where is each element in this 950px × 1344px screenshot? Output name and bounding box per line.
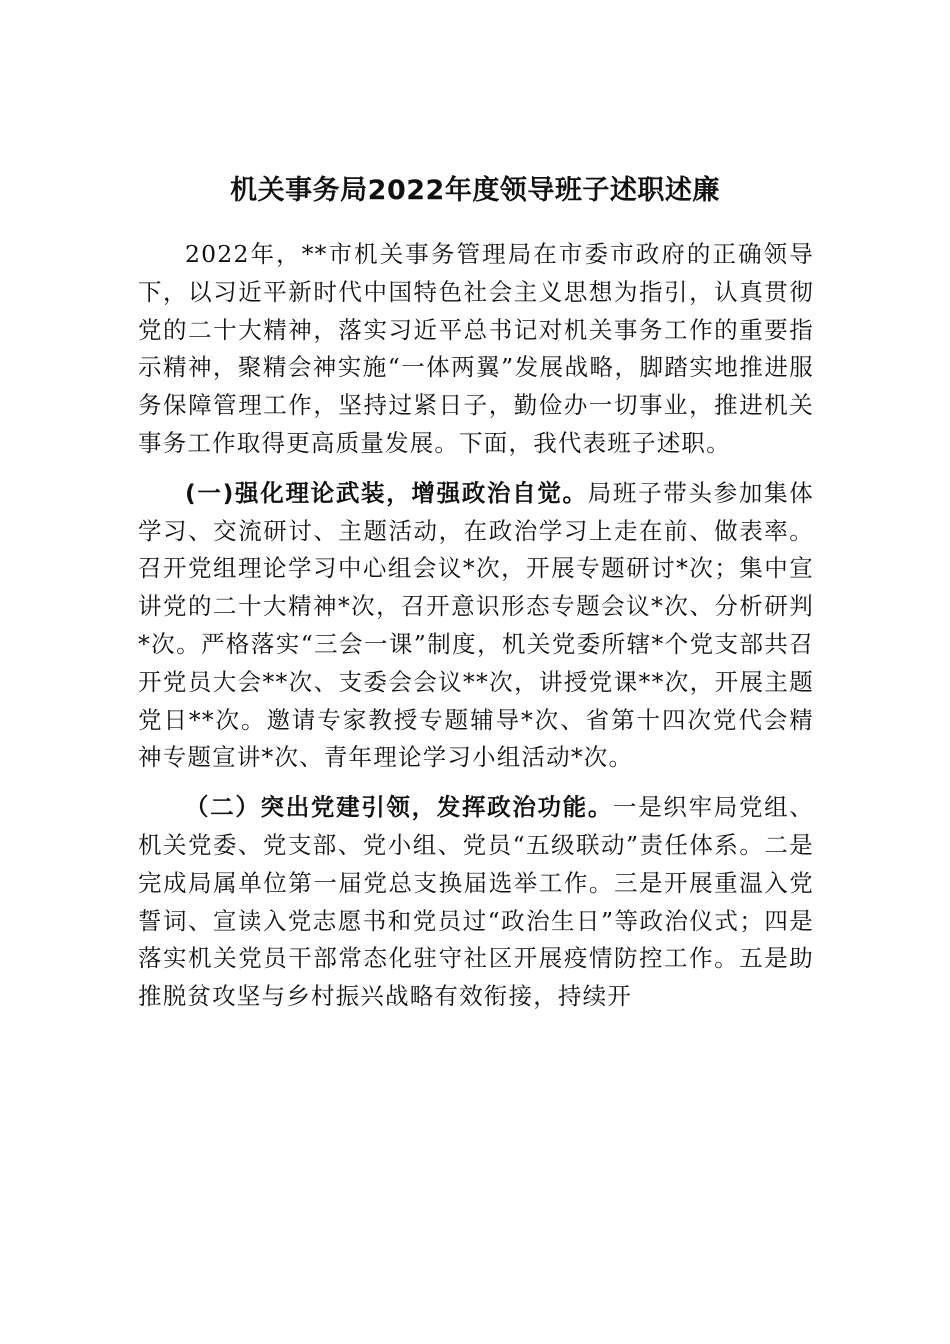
section-heading: (一)强化理论武装，增强政治自觉。 bbox=[185, 478, 588, 507]
document-title: 机关事务局2022年度领导班子述职述廉 bbox=[230, 175, 720, 206]
section-heading: （二）突出党建引领，发挥政治功能。 bbox=[185, 793, 614, 822]
document-body bbox=[138, 236, 814, 1016]
paragraph-text: 局班子带头参加集体学习、交流研讨、主题活动，在政治学习上走在前、做表率。召开党组理论学习中心组会议*次，开展专题研讨*次；集中宣讲党的二十大精神*次，召开意识形态专题会议*次、分析研判*次。严格落实“三会一课”制度，机关党委所辖*个党支部共召开党员大会**次、支委会会议**次，讲授党课**次，开展主题党日**次。邀请专家教授专题辅导*次、省第十四次党代会精神专题宣讲*次、青年理论学习小组活动*次。 bbox=[138, 478, 814, 772]
paragraph-section-1 bbox=[138, 475, 814, 777]
paragraph-intro bbox=[138, 236, 814, 463]
paragraph-text: 一是织牢局党组、机关党委、党支部、党小组、党员“五级联动”责任体系。二是完成局属单位第一届党总支换届选举工作。三是开展重温入党誓词、宣读入党志愿书和党员过“政治生日”等政治仪式；四是落实机关党员干部常态化驻守社区开展疫情防控工作。五是助推脱贫攻坚与乡村振兴战略有效衔接，持续开 bbox=[138, 793, 814, 1011]
paragraph-section-2 bbox=[138, 789, 814, 1016]
paragraph-text: 2022年，**市机关事务管理局在市委市政府的正确领导下，以习近平新时代中国特色社会主义思想为指引，认真贯彻党的二十大精神，落实习近平总书记对机关事务工作的重要指示精神，聚精会神实施“一体两翼”发展战略，脚踏实地推进服务保障管理工作，坚持过紧日子，勤俭办一切事业，推进机关事务工作取得更高质量发展。下面，我代表班子述职。 bbox=[138, 240, 814, 457]
